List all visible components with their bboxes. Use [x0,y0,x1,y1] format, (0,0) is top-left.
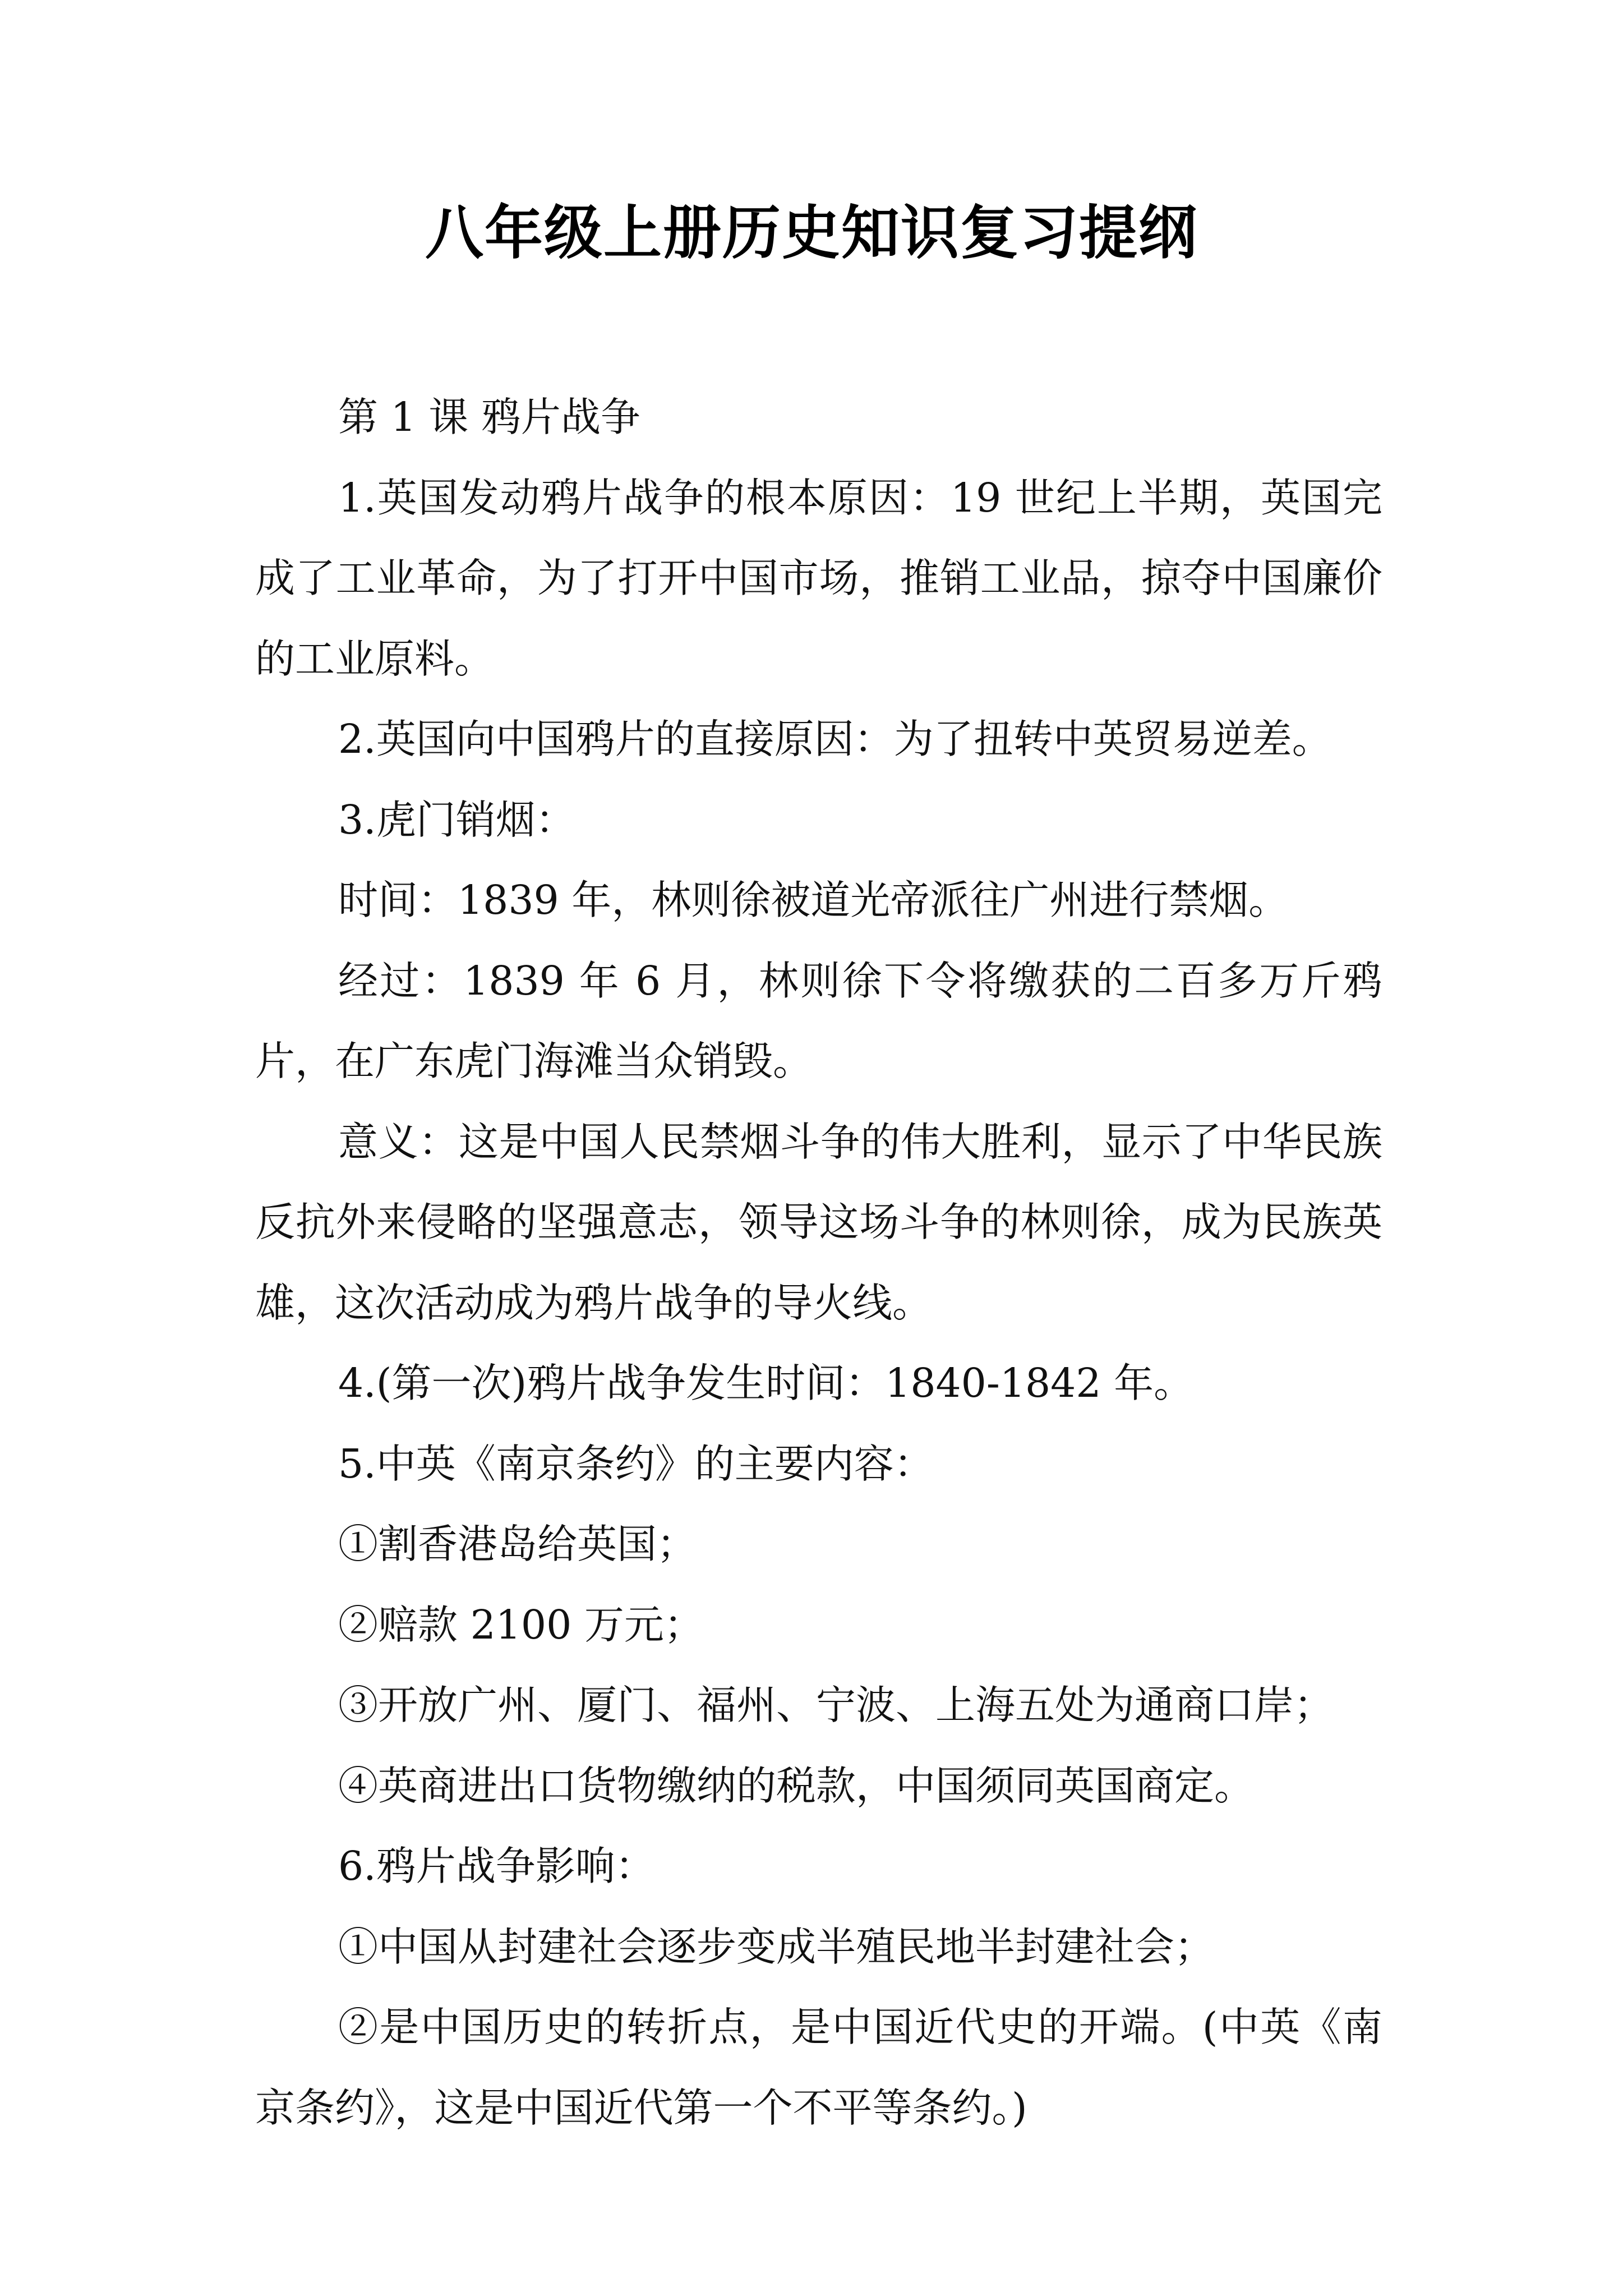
lesson-heading: 第 1 课 鸦片战争 [338,394,640,440]
paragraph-humen-significance: 意义：这是中国人民禁烟斗争的伟大胜利，显示了中华民族反抗外来侵略的坚强意志，领导这场斗争的林则徐，成为民族英雄，这次活动成为鸦片战争的导火线。 [255,1118,1382,1326]
paragraph-treaty-heading: 5.中英《南京条约》的主要内容： [338,1440,934,1487]
paragraph-root-cause: 1.英国发动鸦片战争的根本原因：19 世纪上半期，英国完成了工业革命，为了打开中国市场，推销工业品，掠夺中国廉价的工业原料。 [255,474,1382,682]
treaty-item-3: ③开放广州、厦门、福州、宁波、上海五处为通商口岸； [338,1682,1334,1728]
paragraph-humen-time: 时间：1839 年，林则徐被道光帝派往广州进行禁烟。 [338,877,1289,923]
paragraph-humen-heading: 3.虎门销烟： [338,796,575,843]
treaty-item-2: ②赔款 2100 万元； [338,1601,704,1648]
paragraph-direct-cause: 2.英国向中国鸦片的直接原因：为了扭转中英贸易逆差。 [338,716,1332,762]
impact-item-2: ②是中国历史的转折点，是中国近代史的开端。(中英《南京条约》，这是中国近代第一个不平等条约。) [255,2004,1382,2131]
document-title: 八年级上册历史知识复习提纲 [425,198,1198,267]
impact-item-1: ①中国从封建社会逐步变成半殖民地半封建社会； [338,1923,1215,1970]
paragraph-war-time: 4.(第一次)鸦片战争发生时间：1840-1842 年。 [338,1360,1194,1406]
document-body [255,377,1382,2148]
paragraph-impact-heading: 6.鸦片战争影响： [338,1843,655,1889]
treaty-item-4: ④英商进出口货物缴纳的税款，中国须同英国商定。 [338,1762,1255,1809]
treaty-item-1: ①割香港岛给英国； [338,1521,697,1567]
paragraph-humen-process: 经过：1839 年 6 月，林则徐下令将缴获的二百多万斤鸦片，在广东虎门海滩当众销毁。 [255,957,1382,1084]
